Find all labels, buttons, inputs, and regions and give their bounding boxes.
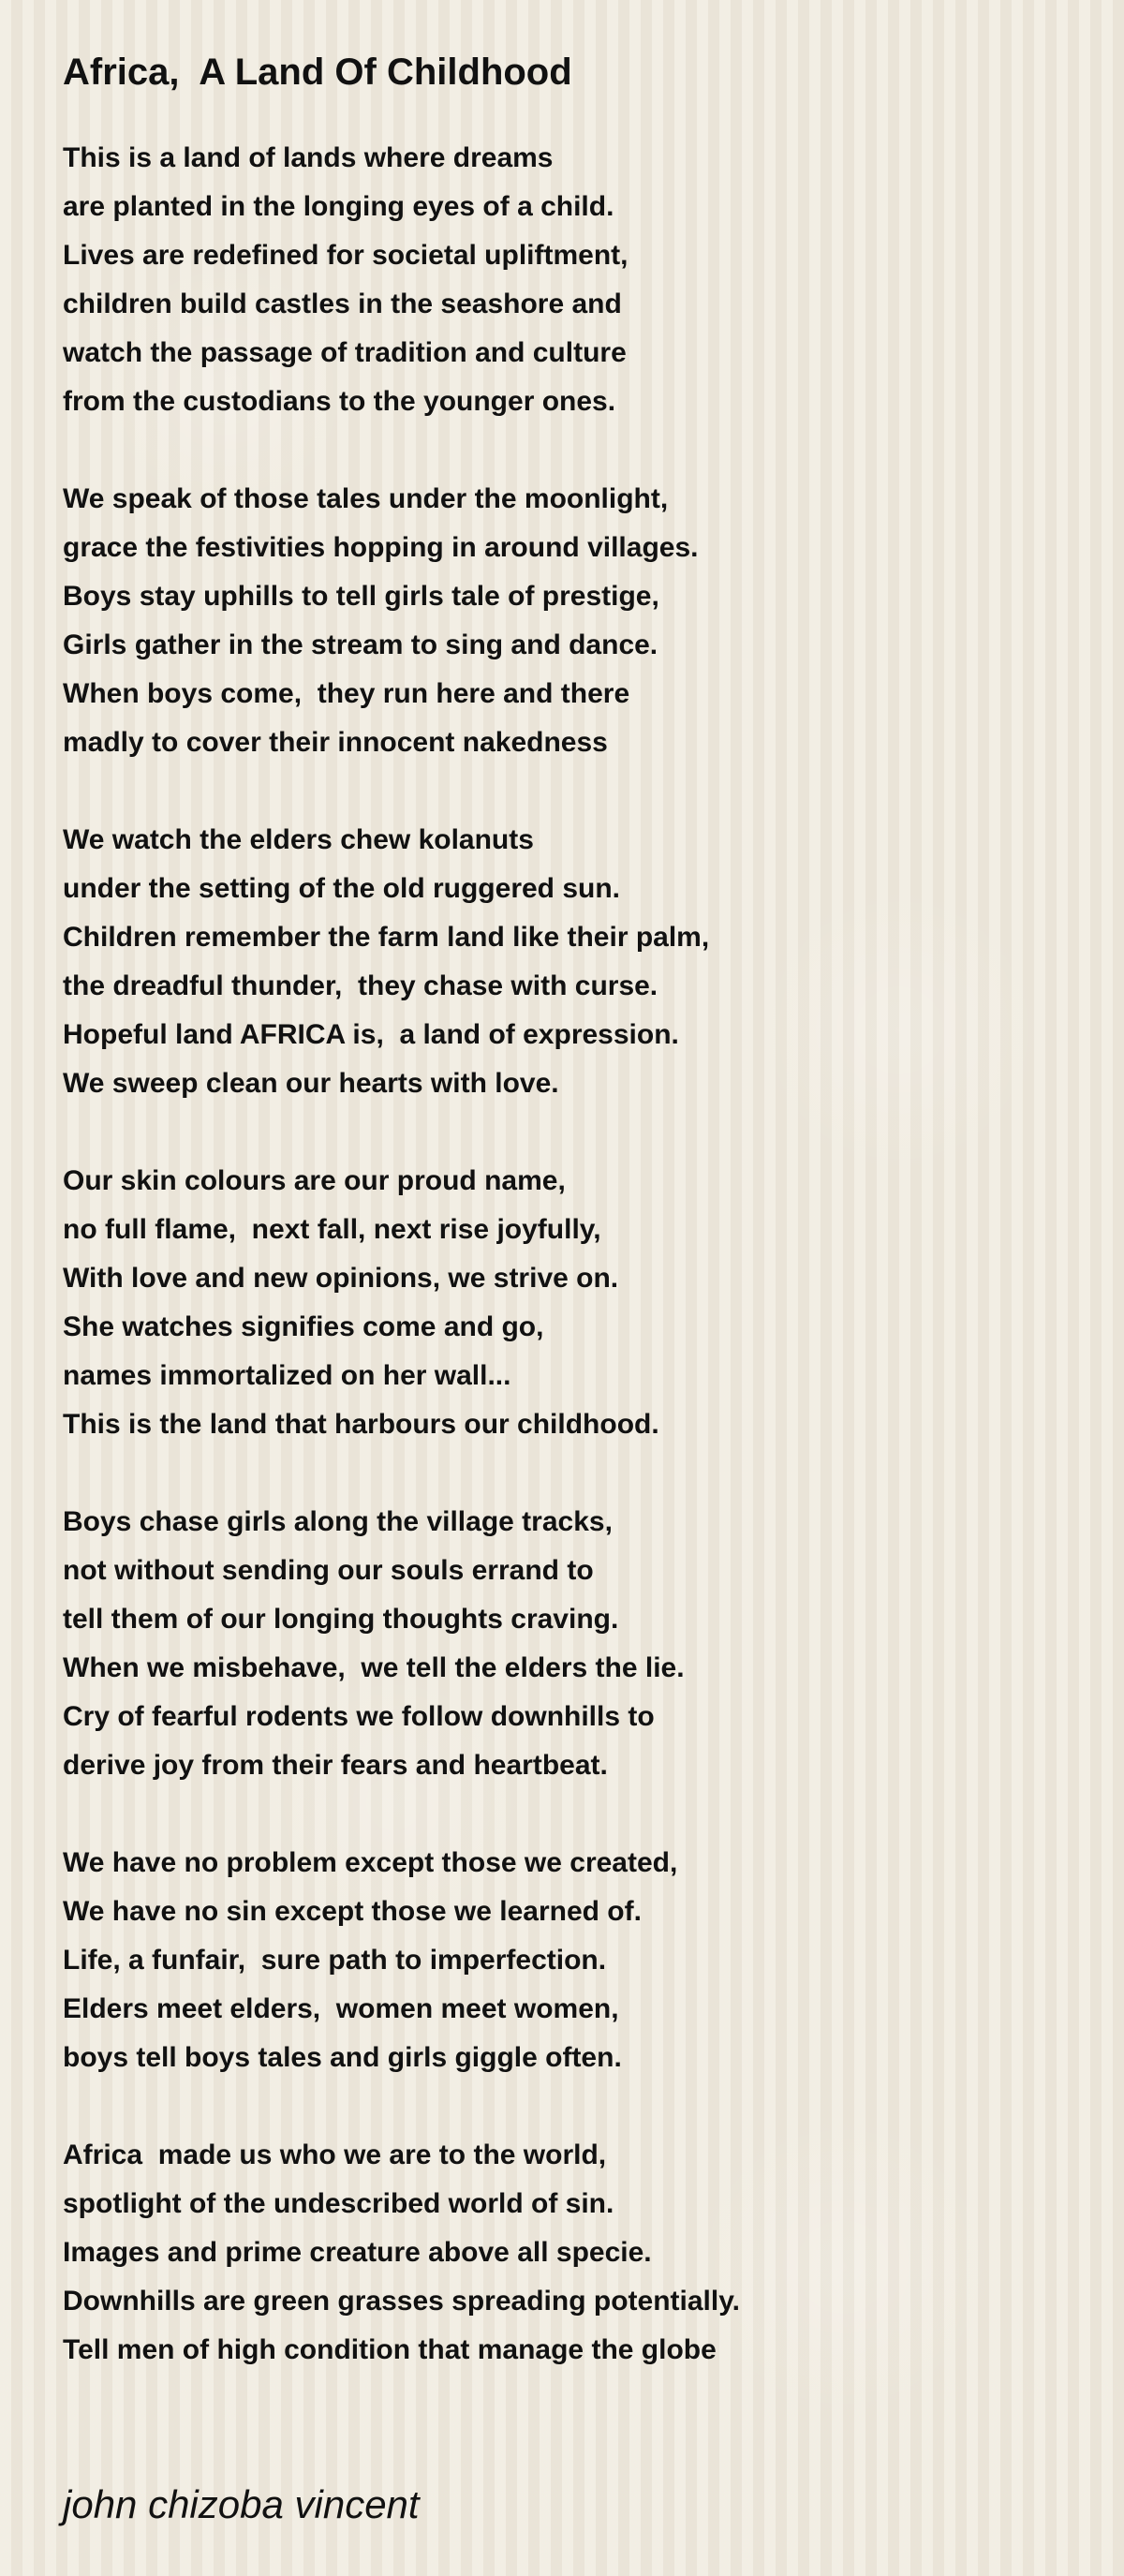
stanza-6: [63, 1839, 1124, 2082]
poem-line: Downhills are green grasses spreading potentially.: [63, 2286, 740, 2317]
poem-line: from the custodians to the younger ones.: [63, 386, 616, 417]
poem-line: Our skin colours are our proud name,: [63, 1165, 566, 1196]
poem-line: She watches signifies come and go,: [63, 1311, 544, 1342]
poem-line: When we misbehave, we tell the elders the lie.: [63, 1652, 685, 1683]
poem-line: are planted in the longing eyes of a child.: [63, 191, 614, 222]
poem-line: Girls gather in the stream to sing and dance.: [63, 629, 658, 660]
poem-line: madly to cover their innocent nakedness: [63, 727, 608, 758]
poem-line: We have no sin except those we learned of.: [63, 1896, 642, 1927]
poem-line: We have no problem except those we created,: [63, 1847, 678, 1878]
poem-line: Children remember the farm land like their palm,: [63, 922, 710, 953]
poem-line: Cry of fearful rodents we follow downhills to: [63, 1701, 655, 1732]
poem-line: Boys chase girls along the village tracks,: [63, 1506, 613, 1537]
stanza-5: [63, 1498, 1124, 1790]
poem-line: no full flame, next fall, next rise joyfully,: [63, 1214, 601, 1245]
poem-author: john chizoba vincent: [63, 2482, 420, 2526]
poem-title: Africa, A Land Of Childhood: [63, 52, 572, 93]
poem-line: With love and new opinions, we strive on.: [63, 1263, 619, 1294]
poem-line: We sweep clean our hearts with love.: [63, 1068, 559, 1099]
poem-line: When boys come, they run here and there: [63, 678, 630, 709]
poem-line: We watch the elders chew kolanuts: [63, 824, 534, 855]
poem-line: Images and prime creature above all specie.: [63, 2237, 652, 2268]
poem-body: [63, 134, 1124, 2375]
poem-line: names immortalized on her wall...: [63, 1360, 511, 1391]
poem-line: the dreadful thunder, they chase with curse.: [63, 970, 658, 1001]
stanza-3: [63, 816, 1124, 1108]
poem-line: boys tell boys tales and girls giggle often.: [63, 2042, 622, 2073]
poem-line: Life, a funfair, sure path to imperfection.: [63, 1945, 607, 1976]
poem-line: derive joy from their fears and heartbeat.: [63, 1750, 608, 1781]
poem-line: Boys stay uphills to tell girls tale of prestige,: [63, 581, 659, 612]
poem-line: This is a land of lands where dreams: [63, 142, 554, 173]
poem-line: grace the festivities hopping in around villages.: [63, 532, 699, 563]
poem-line: Lives are redefined for societal upliftment,: [63, 240, 629, 271]
poem-line: This is the land that harbours our childhood.: [63, 1409, 659, 1440]
poem-line: spotlight of the undescribed world of sin.: [63, 2188, 614, 2219]
stanza-4: [63, 1157, 1124, 1449]
stanza-2: [63, 475, 1124, 767]
poem-line: watch the passage of tradition and culture: [63, 337, 627, 368]
poem-line: tell them of our longing thoughts craving.: [63, 1604, 619, 1635]
poem-line: Africa made us who we are to the world,: [63, 2139, 607, 2170]
stanza-7: [63, 2131, 1124, 2375]
poem-line: Hopeful land AFRICA is, a land of expression.: [63, 1019, 679, 1050]
poem-line: under the setting of the old ruggered sun.: [63, 873, 621, 904]
stanza-1: [63, 134, 1124, 426]
poem-line: not without sending our souls errand to: [63, 1555, 594, 1586]
poem-line: Tell men of high condition that manage the globe: [63, 2334, 717, 2365]
poem-line: We speak of those tales under the moonlight,: [63, 483, 669, 514]
poem-line: Elders meet elders, women meet women,: [63, 1993, 619, 2024]
poem-line: children build castles in the seashore and: [63, 289, 622, 319]
